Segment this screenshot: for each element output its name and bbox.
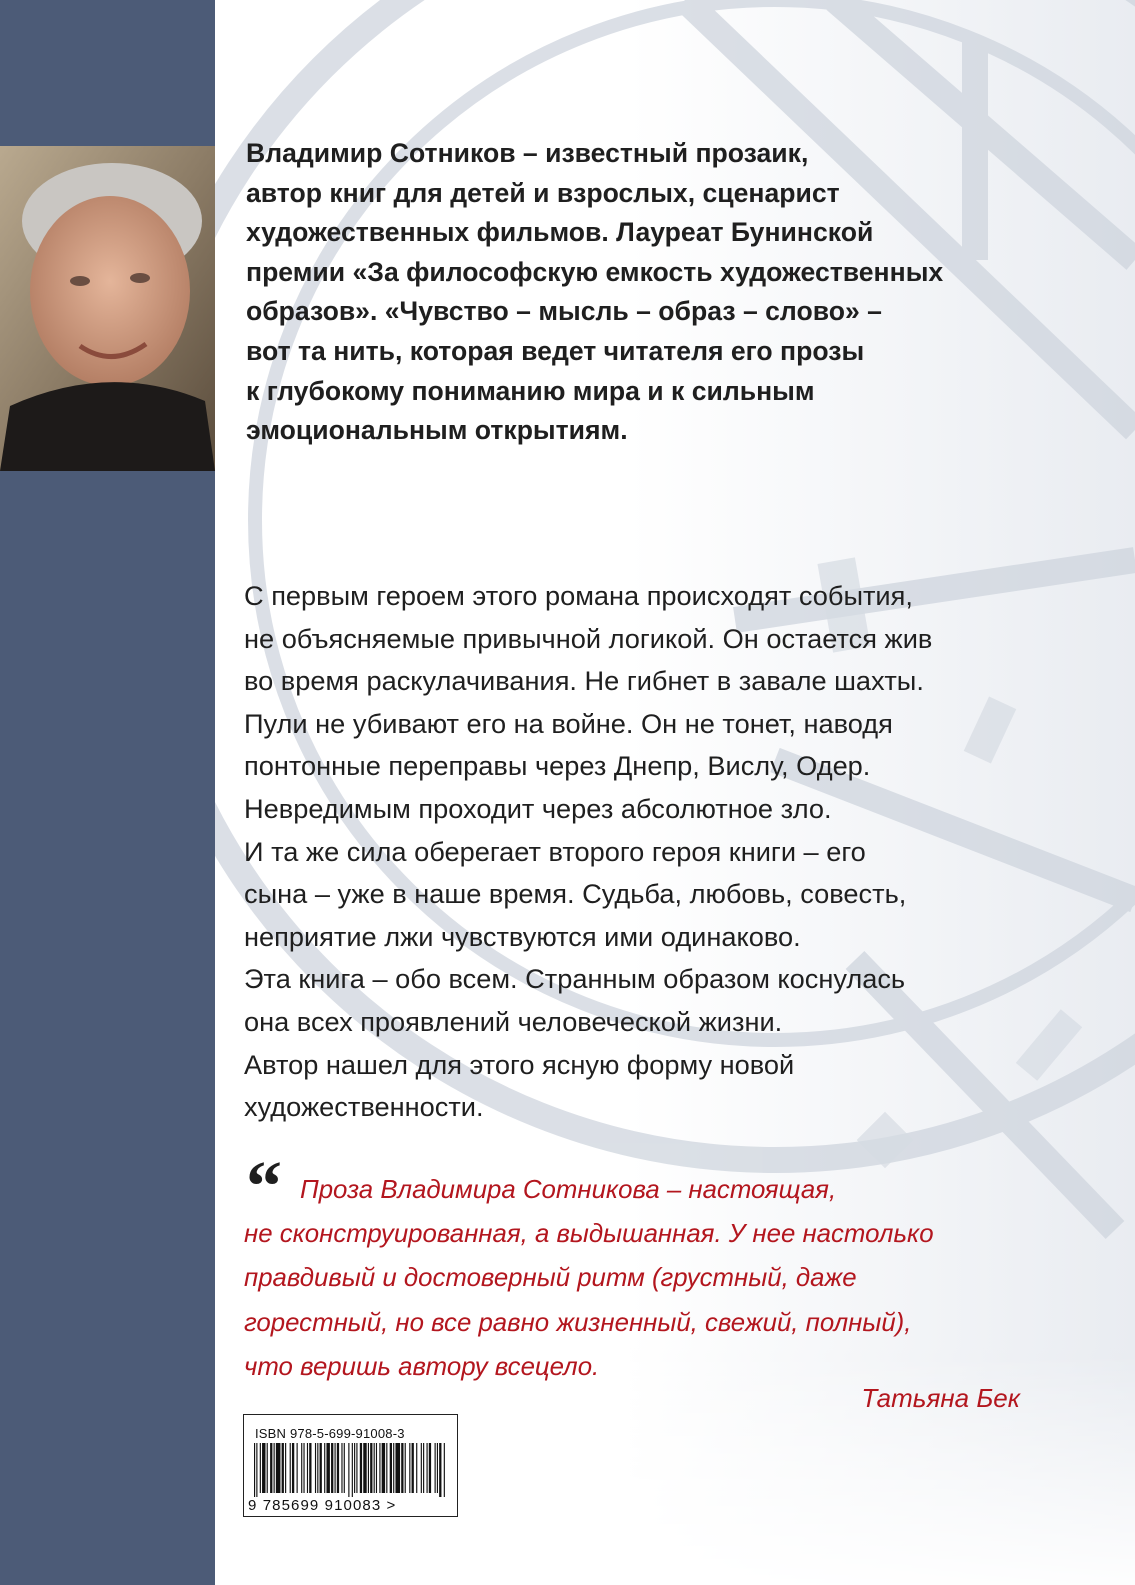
- barcode-bars: [252, 1443, 450, 1497]
- barcode-bar: [416, 1443, 417, 1493]
- book-description: [244, 575, 1004, 1129]
- barcode-bar: [423, 1443, 424, 1493]
- barcode-bar: [393, 1443, 394, 1493]
- description-line: Автор нашел для этого ясную форму новой: [244, 1048, 795, 1080]
- quote-author: Татьяна Бек: [861, 1383, 1020, 1413]
- description-line: И та же сила оберегает второго героя книги – его: [244, 835, 866, 867]
- bio-line: образов». «Чувство – мысль – образ – слово» –: [246, 296, 882, 327]
- barcode-bar: [297, 1443, 298, 1493]
- barcode-bar: [374, 1443, 375, 1493]
- review-quote: [244, 1168, 1024, 1389]
- barcode-bar: [437, 1443, 438, 1493]
- description-line: не объясняемые привычной логикой. Он остается жив: [244, 622, 933, 654]
- bio-line: премии «За философскую емкость художественных: [246, 256, 944, 287]
- barcode-bar: [307, 1443, 308, 1493]
- barcode-bar: [356, 1443, 357, 1493]
- barcode-bar: [317, 1443, 318, 1493]
- barcode-bar: [401, 1443, 403, 1493]
- barcode-bar: [341, 1443, 342, 1493]
- barcode-bar: [335, 1443, 336, 1493]
- barcode-bar: [405, 1443, 406, 1493]
- bio-line: Владимир Сотников – известный прозаик,: [246, 138, 809, 168]
- barcode-digits: 9 785699 910083 >: [248, 1497, 397, 1514]
- barcode-bar: [354, 1443, 355, 1493]
- barcode-bar: [344, 1443, 345, 1493]
- description-line: художественности.: [244, 1091, 484, 1123]
- barcode-bar: [386, 1443, 387, 1493]
- barcode-bar: [409, 1443, 410, 1493]
- author-bio: [246, 134, 1026, 451]
- barcode-bar: [282, 1443, 284, 1493]
- barcode-bar: [360, 1443, 362, 1493]
- barcode-bar: [274, 1443, 275, 1493]
- description-line: сына – уже в наше время. Судьба, любовь, совесть,: [244, 878, 907, 910]
- barcode-bar: [301, 1443, 302, 1493]
- barcode-bar: [379, 1443, 380, 1493]
- barcode-bar: [292, 1443, 294, 1493]
- barcode-bar: [395, 1443, 400, 1493]
- barcode-bar: [326, 1443, 329, 1493]
- quote-line: правдивый и достоверный ритм (грустный, даже: [244, 1264, 857, 1293]
- barcode-bar: [285, 1443, 286, 1493]
- description-line: неприятие лжи чувствуются ими одинаково.: [244, 920, 801, 952]
- barcode-bar: [368, 1443, 369, 1493]
- barcode-bar: [254, 1443, 255, 1497]
- barcode-bar: [324, 1443, 325, 1493]
- bio-line: вот та нить, которая ведет читателя его прозы: [246, 335, 865, 366]
- barcode-bar: [320, 1443, 322, 1493]
- barcode-bar: [309, 1443, 311, 1493]
- description-line: понтонные переправы через Днепр, Вислу, Одер.: [244, 750, 871, 782]
- barcode-bar: [427, 1443, 428, 1493]
- barcode-bar: [337, 1443, 339, 1493]
- barcode-bar: [421, 1443, 422, 1493]
- barcode-bar: [444, 1443, 445, 1497]
- barcode-bar: [331, 1443, 333, 1493]
- barcode-bar: [390, 1443, 392, 1493]
- barcode-bar: [352, 1443, 353, 1497]
- quote-line: что веришь автору всецело.: [244, 1352, 600, 1381]
- bio-line: к глубокому пониманию мира и к сильным: [246, 375, 815, 406]
- barcode-bar: [290, 1443, 291, 1493]
- barcode-bar: [270, 1443, 272, 1493]
- isbn-barcode: [243, 1414, 458, 1517]
- barcode-bar: [315, 1443, 316, 1493]
- isbn-label: ISBN 978-5-699-91008-3: [255, 1426, 405, 1441]
- description-line: Эта книга – обо всем. Странным образом коснулась: [244, 963, 906, 995]
- bio-line: автор книг для детей и взрослых, сценарист: [246, 177, 840, 208]
- barcode-bar: [435, 1443, 436, 1493]
- description-line: С первым героем этого романа происходят события,: [244, 580, 913, 611]
- description-line: Невредимым проходит через абсолютное зло.: [244, 792, 832, 824]
- bio-line: эмоциональным открытиям.: [246, 415, 628, 446]
- barcode-bar: [439, 1443, 441, 1497]
- barcode-bar: [429, 1443, 431, 1493]
- barcode-bar: [260, 1443, 261, 1493]
- barcode-bar: [412, 1443, 414, 1493]
- description-line: она всех проявлений человеческой жизни.: [244, 1005, 783, 1037]
- barcode-bar: [382, 1443, 385, 1493]
- barcode-bar: [370, 1443, 372, 1493]
- quote-mark-icon: “: [246, 1146, 282, 1226]
- bio-line: художественных фильмов. Лауреат Бунинской: [246, 217, 874, 248]
- barcode-bar: [363, 1443, 366, 1493]
- quote-line: не сконструированная, а выдышанная. У нее настолько: [244, 1220, 934, 1249]
- barcode-bar: [376, 1443, 377, 1493]
- barcode-bar: [303, 1443, 304, 1493]
- barcode-bar: [348, 1443, 349, 1497]
- barcode-bar: [262, 1443, 265, 1493]
- description-line: во время раскулачивания. Не гибнет в завале шахты.: [244, 665, 924, 697]
- description-line: Пули не убивают его на войне. Он не тонет, наводя: [244, 707, 893, 739]
- barcode-bar: [256, 1443, 257, 1497]
- author-photo: [0, 146, 215, 471]
- barcode-bar: [276, 1443, 281, 1493]
- quote-line: Проза Владимира Сотникова – настоящая,: [300, 1176, 837, 1204]
- quote-line: горестный, но все равно жизненный, свежий, полный),: [244, 1308, 912, 1337]
- barcode-bar: [267, 1443, 268, 1493]
